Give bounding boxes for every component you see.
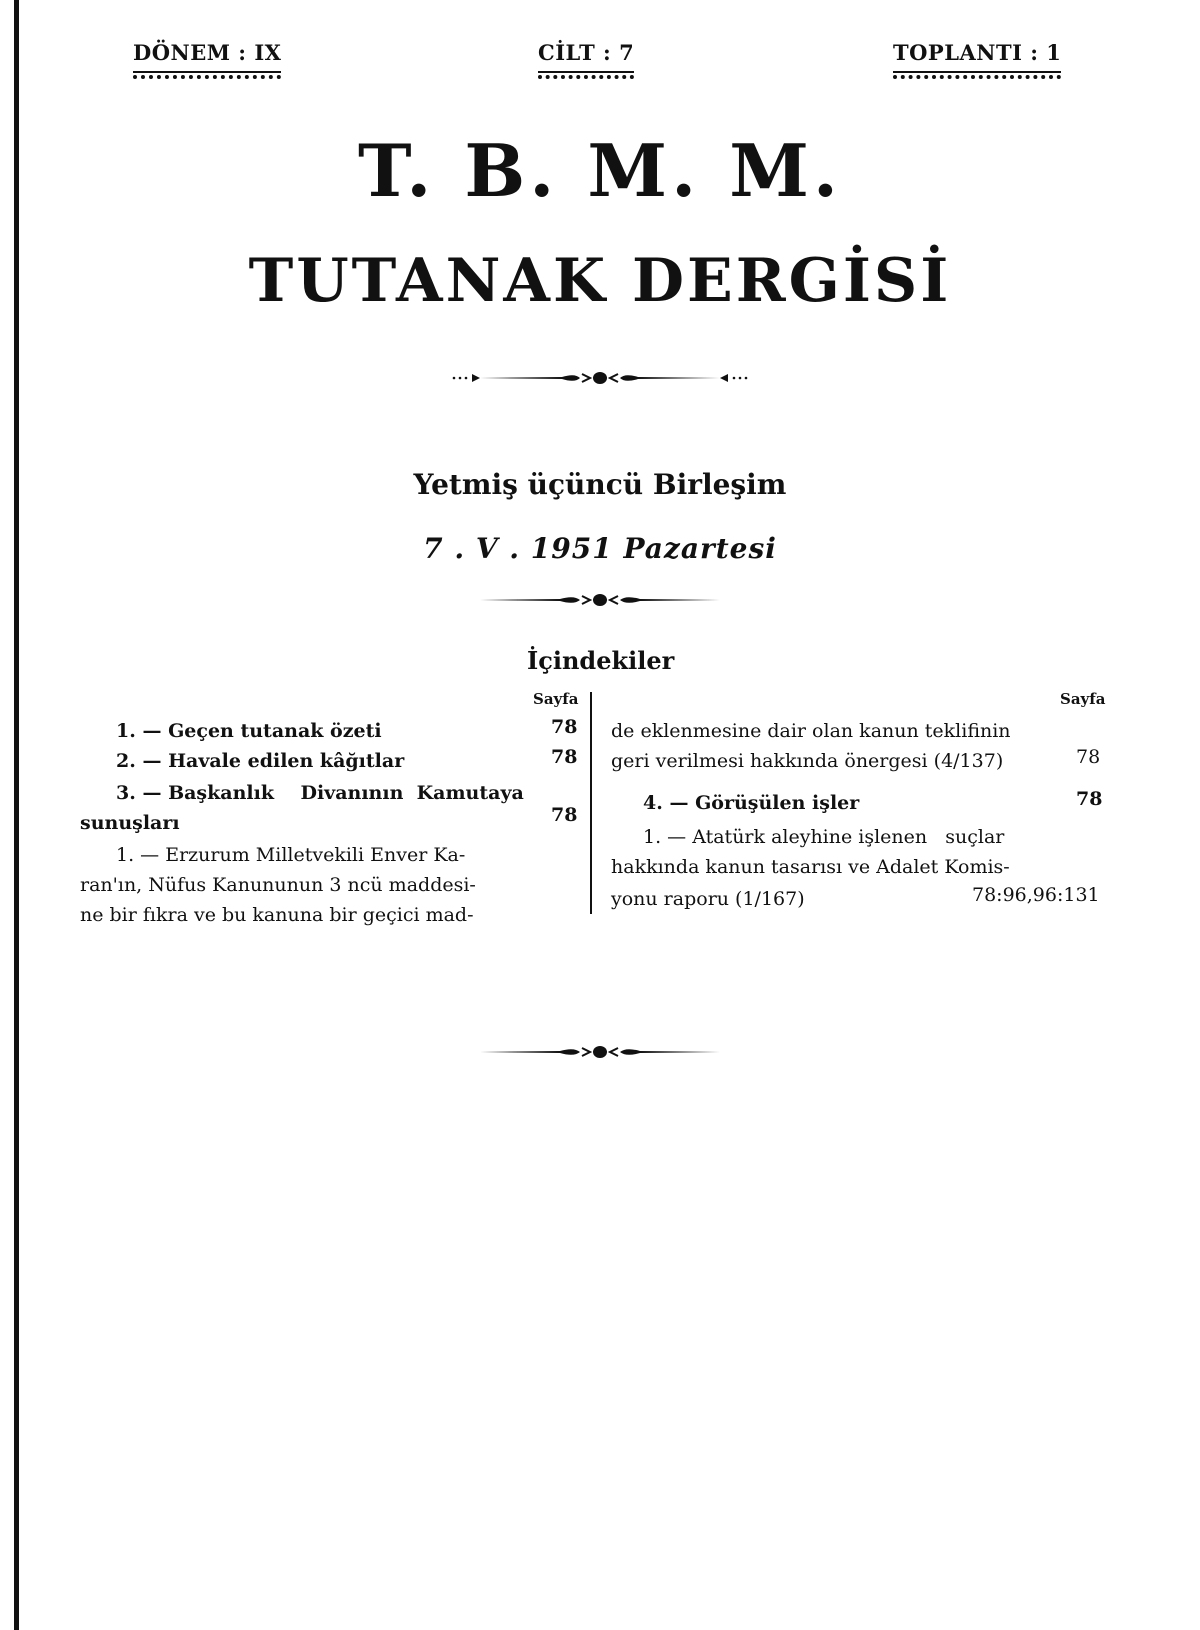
- toc-subitem-erzurum-cont: ne bir fıkra ve bu kanuna bir geçici mad-: [80, 904, 474, 926]
- toc-item-baskanlik-cont: sunuşları: [80, 812, 180, 834]
- toc-subitem-ataturk: 1. — Atatürk aleyhine işlenen suçlar: [643, 826, 1005, 848]
- journal-title-abbrev: T. B. M. M.: [357, 128, 842, 213]
- toc-item-page: 78: [551, 746, 578, 768]
- ornament-divider-icon: [0, 590, 1200, 614]
- header-cilt: [538, 40, 634, 79]
- toc-item-page: 78:96,96:131: [972, 884, 1100, 906]
- header-donem: [133, 40, 281, 79]
- session-name: Yetmiş üçüncü Birleşim: [413, 468, 787, 501]
- page-column-label-right: Sayfa: [1060, 690, 1106, 708]
- header-toplanti-text: TOPLANTI : 1: [893, 40, 1062, 65]
- ornament-divider-icon: [0, 1042, 1200, 1066]
- toc-item-gorusulen: 4. — Görüşülen işler: [643, 792, 860, 814]
- toc-item-havale: 2. — Havale edilen kâğıtlar: [116, 750, 405, 772]
- toc-subitem-erzurum-right-cont: geri verilmesi hakkında önergesi (4/137): [611, 750, 1004, 772]
- toc-item-page: 78: [551, 716, 578, 738]
- toc-subitem-erzurum-cont: ran'ın, Nüfus Kanununun 3 ncü maddesi-: [80, 874, 476, 896]
- toc-subitem-ataturk-cont: hakkında kanun tasarısı ve Adalet Komis-: [611, 856, 1010, 878]
- toc-title: İçindekiler: [527, 646, 675, 675]
- session-date: 7 . V . 1951 Pazartesi: [423, 532, 777, 565]
- column-divider: [590, 692, 592, 914]
- header-toplanti: [893, 40, 1061, 79]
- toc-item-page: 78: [1076, 746, 1101, 768]
- toc-item-gecen-tutanak: 1. — Geçen tutanak özeti: [116, 720, 382, 742]
- toc-subitem-ataturk-cont: yonu raporu (1/167): [611, 888, 805, 910]
- header-cilt-text: CİLT : 7: [538, 40, 635, 65]
- toc-subitem-erzurum-right-cont: de eklenmesine dair olan kanun teklifinin: [611, 720, 1011, 742]
- page-column-label-left: Sayfa: [533, 690, 579, 708]
- toc-item-page: 78: [551, 804, 578, 826]
- ornament-divider-icon: [0, 368, 1200, 392]
- toc-item-page: 78: [1076, 788, 1103, 810]
- page-edge-rule: [14, 0, 19, 1630]
- toc-subitem-erzurum: 1. — Erzurum Milletvekili Enver Ka-: [116, 844, 466, 866]
- toc-item-baskanlik: 3. — Başkanlık Divanının Kamutaya: [116, 782, 524, 804]
- header-donem-text: DÖNEM : IX: [133, 40, 282, 65]
- journal-title: TUTANAK DERGİSİ: [248, 246, 952, 316]
